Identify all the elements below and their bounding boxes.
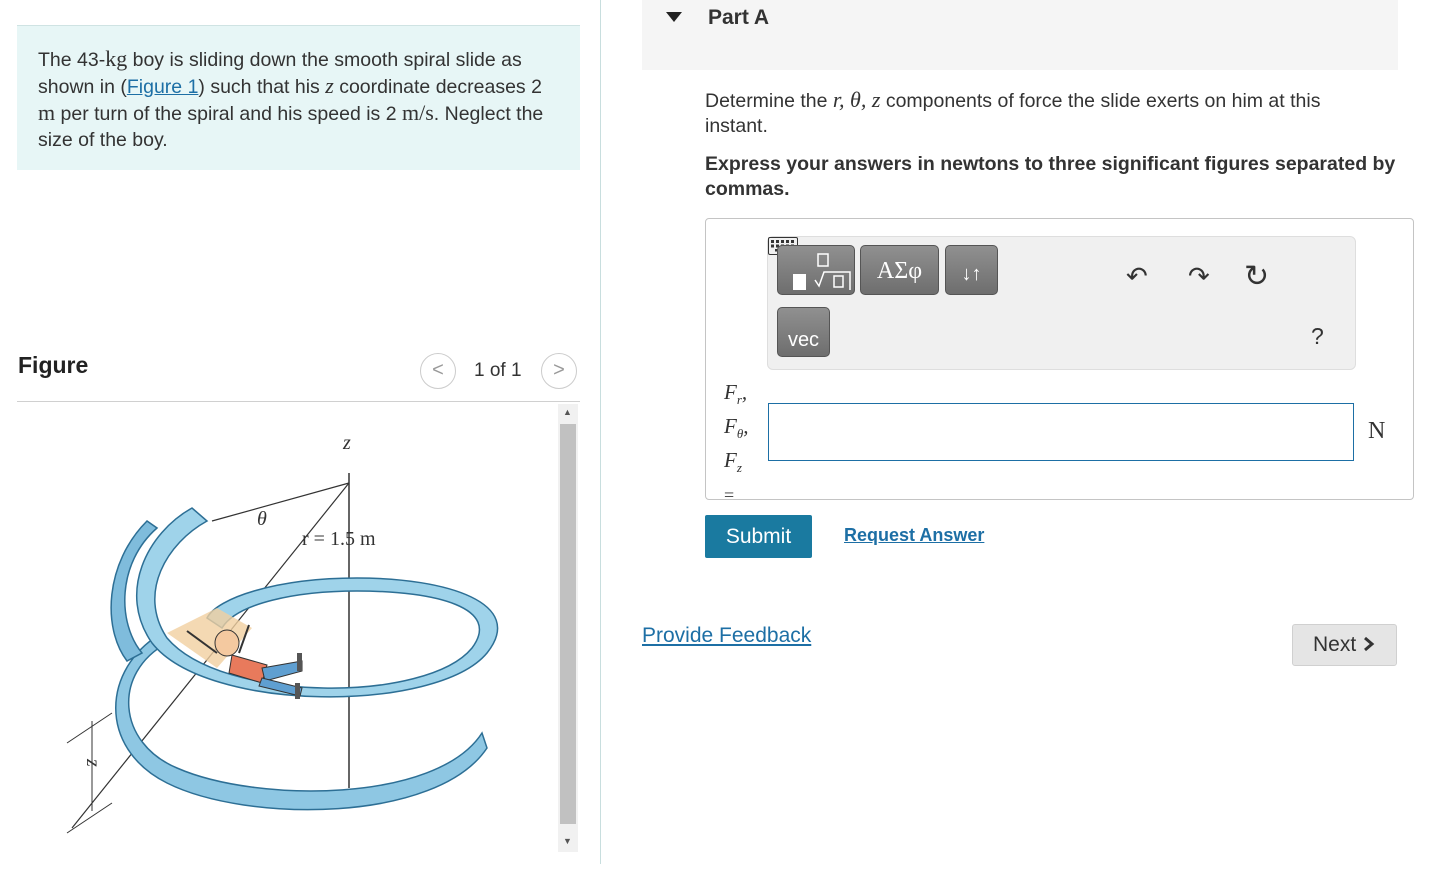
answer-instruction: Express your answers in newtons to three significant figures separated by commas.: [705, 153, 1396, 200]
scroll-up-icon[interactable]: ▲: [563, 407, 572, 417]
question-post: components of force the slide exerts on him at this instant.: [705, 90, 1321, 137]
figure-image: [17, 403, 557, 853]
problem-statement: [17, 25, 580, 170]
fz-symbol: F: [724, 448, 737, 473]
question-pre: Determine the: [705, 90, 833, 112]
next-figure-button[interactable]: >: [541, 353, 577, 389]
figure-divider: [17, 401, 580, 402]
question-text: [705, 87, 1385, 139]
provide-feedback-link[interactable]: Provide Feedback: [642, 624, 812, 647]
dimension-tick-top: [67, 713, 112, 743]
unit-label: N: [1368, 418, 1386, 444]
vector-button[interactable]: vec: [777, 307, 830, 357]
z-dimension-label: z: [82, 759, 104, 767]
part-title: Part A: [708, 6, 770, 29]
collapse-triangle-icon[interactable]: [666, 12, 682, 22]
previous-figure-button[interactable]: <: [420, 353, 456, 389]
figure-count: 1 of 1: [474, 360, 522, 381]
fr-symbol: F: [724, 380, 737, 404]
pane-divider: [600, 0, 601, 864]
z-axis-label: z: [343, 432, 351, 454]
theta-label: θ: [257, 508, 267, 530]
problem-text: ) such that his: [198, 76, 326, 98]
help-icon[interactable]: ?: [1311, 323, 1324, 349]
problem-text: coordinate decreases: [333, 76, 532, 98]
spiral-slide-illustration: [17, 403, 557, 853]
figure-scrollbar[interactable]: [558, 404, 578, 852]
drop-value: 2: [531, 76, 542, 98]
problem-text: . Neglect the size of the boy.: [38, 103, 544, 151]
arrows-button[interactable]: ↓↑: [945, 245, 998, 295]
greek-symbols-button[interactable]: ΑΣφ: [860, 245, 939, 295]
answer-variable-label: $F_r$, $F_\theta$, $F_z$ =: [724, 379, 748, 508]
ftheta-symbol: F: [724, 414, 737, 439]
next-button[interactable]: [1292, 624, 1397, 666]
scroll-down-icon[interactable]: ▼: [563, 836, 572, 846]
part-header[interactable]: [642, 0, 1398, 70]
templates-button[interactable]: [777, 245, 855, 295]
drop-unit: m: [38, 100, 56, 125]
figure-link[interactable]: Figure 1: [126, 76, 199, 98]
ftheta-subscript: θ: [736, 426, 744, 442]
fz-subscript: z: [736, 460, 742, 476]
problem-text: The 43-: [38, 49, 106, 71]
answer-panel: [705, 218, 1414, 505]
next-label: Next: [1312, 633, 1357, 656]
question-variables: r, θ, z: [832, 87, 881, 112]
request-answer-link[interactable]: Request Answer: [844, 525, 985, 545]
redo-icon[interactable]: ↷: [1188, 261, 1210, 291]
theta-ref-line: [212, 483, 349, 521]
reset-icon[interactable]: ↻: [1244, 260, 1270, 293]
radius-label: r = 1.5 m: [302, 528, 376, 550]
submit-button[interactable]: Submit: [705, 515, 812, 558]
chevron-right-icon: [1362, 636, 1376, 652]
undo-icon[interactable]: ↶: [1126, 261, 1148, 291]
dimension-tick-bottom: [67, 803, 112, 833]
scroll-thumb[interactable]: [560, 424, 576, 824]
z-variable: z: [325, 73, 334, 98]
equals-sign: =: [724, 484, 735, 505]
fraction-root-icon: [778, 246, 854, 294]
problem-text: boy is sliding down the smooth spiral slide as shown in (: [38, 49, 522, 98]
mass-unit: kg: [105, 46, 128, 71]
speed-unit: m/s: [402, 100, 434, 125]
fr-subscript: r: [736, 392, 742, 408]
math-toolbar: [767, 236, 1356, 370]
figure-title: Figure: [18, 352, 89, 378]
answer-input[interactable]: [768, 403, 1354, 461]
problem-text: per turn of the spiral and his speed is 2: [55, 103, 402, 125]
